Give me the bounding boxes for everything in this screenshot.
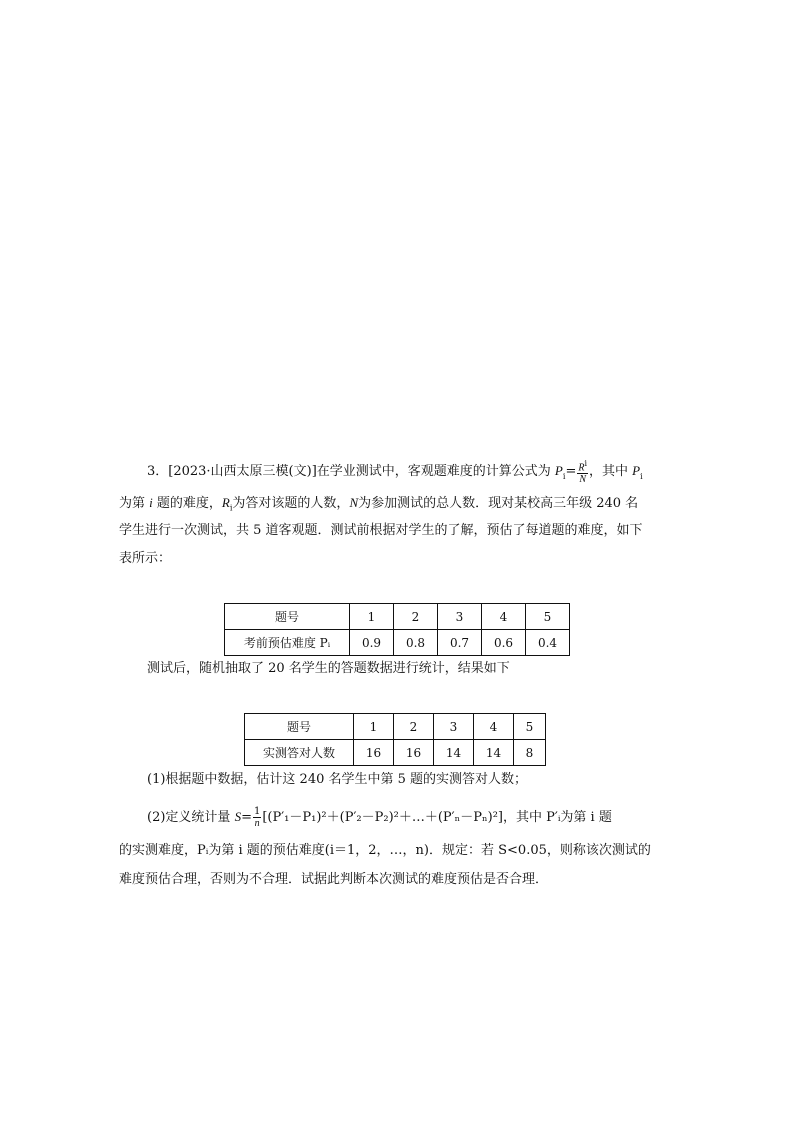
sub-i-2: i — [640, 471, 643, 481]
question-2-line-3: 难度预估合理，否则为不合理．试据此判断本次测试的难度预估是否合理． — [119, 872, 549, 887]
header-cell: 1 — [354, 714, 394, 740]
header-cell: 1 — [350, 604, 394, 630]
var-i: i — [149, 495, 153, 510]
sup-i: i — [584, 459, 588, 468]
problem-intro: 3．[2023·山西太原三模(文)]在学业测试中，客观题难度的计算公式为 — [147, 464, 555, 480]
header-cell: 2 — [394, 604, 438, 630]
question-2-line-2: 的实测难度，Pᵢ为第 i 题的预估难度(i＝1，2，…，n)．规定：若 S<0.05，则称该次测试的 — [119, 843, 651, 858]
row-label: 考前预估难度 Pᵢ — [225, 630, 350, 656]
frac-denominator: N — [579, 474, 587, 486]
header-cell: 3 — [438, 604, 482, 630]
problem-line-1 — [147, 458, 643, 486]
table-row — [225, 604, 570, 630]
data-cell: 14 — [434, 740, 474, 766]
var-p: P — [554, 463, 563, 479]
data-cell: 14 — [474, 740, 514, 766]
table-actual-correct — [244, 713, 546, 766]
text-segment: 题的难度， — [152, 496, 222, 511]
problem-intro-tail: ，其中 — [589, 464, 633, 480]
data-cell: 0.8 — [394, 630, 438, 656]
question-2-line-1 — [147, 806, 612, 829]
row-label: 实测答对人数 — [245, 740, 354, 766]
header-label: 题号 — [225, 604, 350, 630]
text-segment: 为第 — [119, 496, 150, 511]
text-segment: 为参加测试的总人数．现对某校高三年级 240 名 — [358, 496, 639, 511]
q2-expression: [(P′₁－P₁)²＋(P′₂－P₂)²＋…＋(P′ₙ－Pₙ)²]，其中 P′ᵢ为第 i 题 — [262, 810, 612, 825]
var-p-2: P — [632, 463, 641, 479]
header-cell: 4 — [474, 714, 514, 740]
q2-frac-num: 1 — [253, 806, 261, 817]
problem-line-3: 学生进行一次测试，共 5 道客观题．测试前根据对学生的了解，预估了每道题的难度，如下 — [119, 523, 643, 538]
problem-line-4: 表所示： — [119, 551, 172, 566]
data-cell: 0.9 — [350, 630, 394, 656]
table-estimated-difficulty — [224, 603, 570, 656]
table-row — [245, 740, 546, 766]
data-cell: 0.4 — [526, 630, 570, 656]
formula-fraction — [577, 458, 588, 485]
header-cell: 5 — [526, 604, 570, 630]
data-cell: 0.7 — [438, 630, 482, 656]
problem-line-2: 为第 i 题的难度，$R_i$为答对该题的人数，N为参加测试的总人数．现对某校高三年级 240 名 — [119, 495, 639, 513]
data-cell: 16 — [394, 740, 434, 766]
header-cell: 5 — [514, 714, 546, 740]
data-cell: 8 — [514, 740, 546, 766]
after-table1-text: 测试后，随机抽取了 20 名学生的答题数据进行统计，结果如下 — [147, 661, 510, 676]
table-row — [225, 630, 570, 656]
sub-i-3: i — [229, 503, 233, 513]
equals: = — [565, 464, 577, 480]
question-1: (1)根据题中数据，估计这 240 名学生中第 5 题的实测答对人数； — [147, 772, 528, 787]
data-cell: 16 — [354, 740, 394, 766]
var-s: S — [234, 809, 242, 824]
var-n: N — [349, 495, 359, 510]
header-cell: 3 — [434, 714, 474, 740]
q2-fraction — [253, 806, 261, 829]
header-cell: 4 — [482, 604, 526, 630]
header-label: 题号 — [245, 714, 354, 740]
text-segment: (2)定义统计量 — [147, 810, 235, 825]
header-cell: 2 — [394, 714, 434, 740]
data-cell: 0.6 — [482, 630, 526, 656]
table-row — [245, 714, 546, 740]
q2-frac-den: n — [254, 818, 260, 829]
text-segment: 为答对该题的人数， — [232, 496, 350, 511]
equals: = — [241, 810, 252, 825]
sub-i: i — [562, 471, 566, 481]
frac-numerator: R — [578, 462, 585, 474]
